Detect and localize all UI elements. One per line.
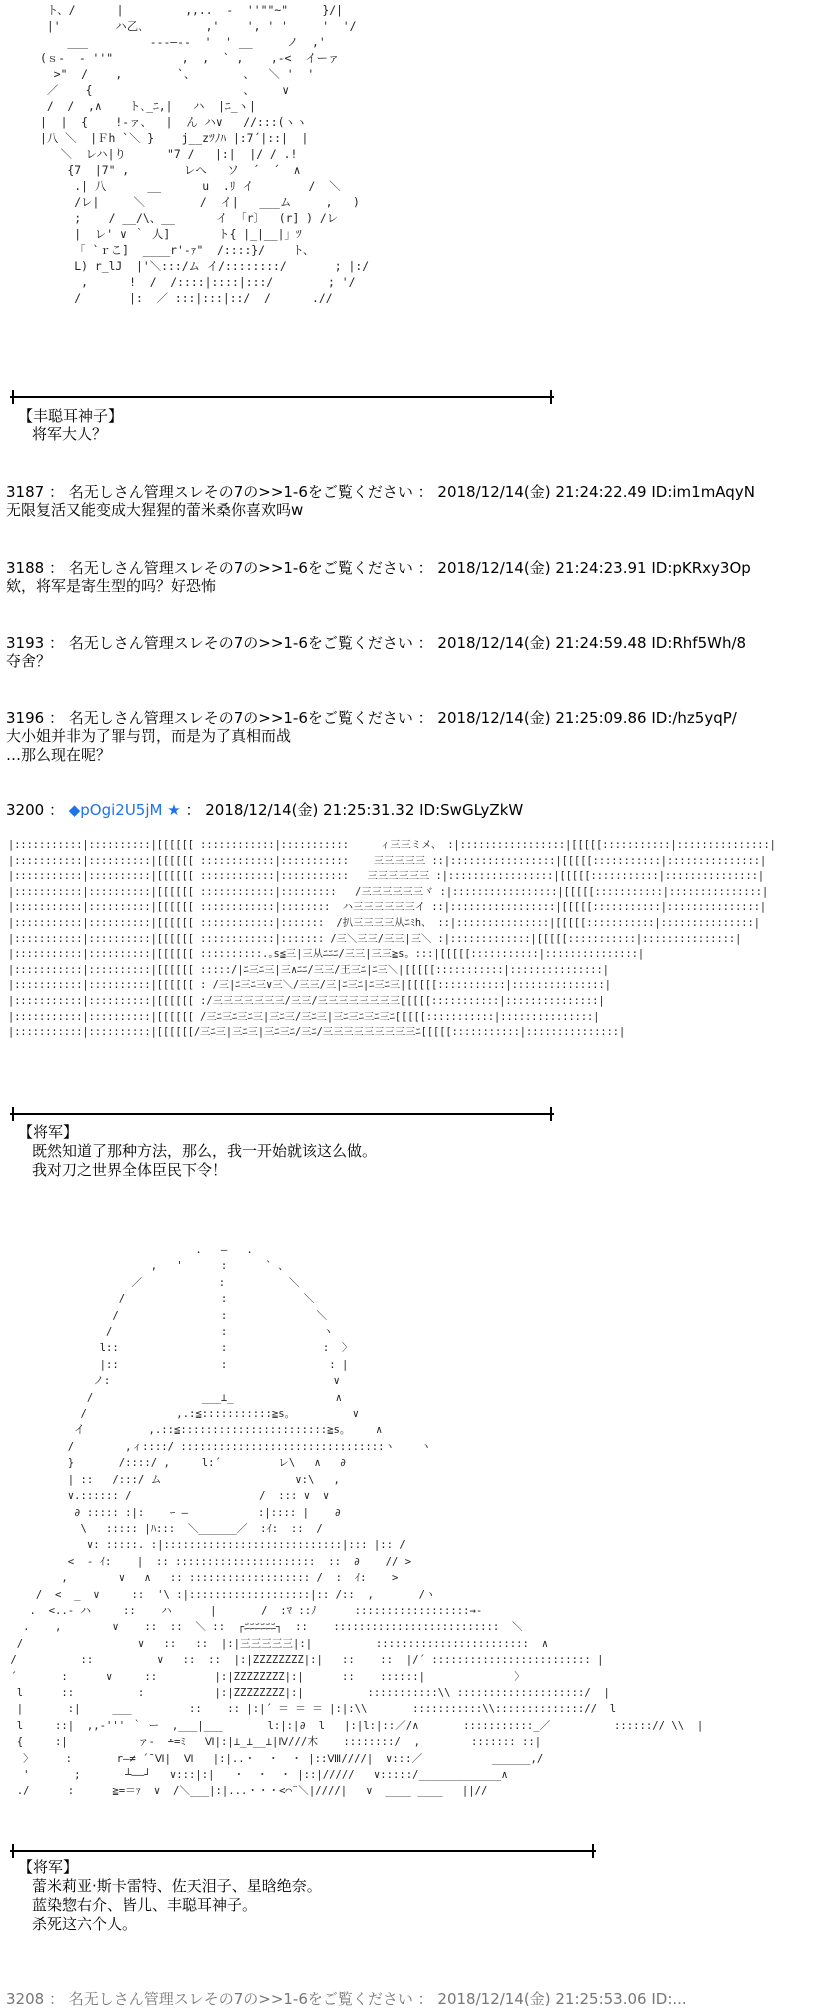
post-header: 3193 ： 名无しさん管理スレその7の>>1-6をご覧ください ： 2018/12/14(金) 21:24:59.48 ID:Rhf5Wh/8 bbox=[6, 634, 747, 652]
divider-rule-2 bbox=[10, 1113, 554, 1115]
divider-mark-3a bbox=[12, 1844, 14, 1858]
divider-mark-3b bbox=[592, 1844, 594, 1858]
divider-mark-2b bbox=[550, 1107, 552, 1121]
divider-rule-3 bbox=[10, 1850, 596, 1852]
post-meta: ： 2018/12/14(金) 21:25:31.32 ID:SwGLyZkW bbox=[180, 801, 524, 819]
ascii-art-bottom: . ― . , ' : ` 、 ／ : ＼ / : ＼ / : ＼ / : ヽ l:: : : 〉 |:: : : | ノ: ∨ / ___⊥_ ∧ / ,.:≦:::::::::::≧s。 ∨ イ ,.::≦:::::::::::::::::::::::≧s。 ∧ / ,ィ::::/ ::::::::::::::::::::::::::::::::ヽ ヽ } /::::/ , l:´ レ\ ∧ ∂ | :: /:::/ ム ∨:\ , ∨.:::::: / / ::: ∨ ∨ ∂ ::::: :|: ｰ ― :|:::: | ∂ \ ::::: |ﾊ::: ＼______／ :ｲ: :: / ∨: :::::. :|::::::::::::::::::::::::::::|::: |:: / < - ｲ: | :: :::::::::::::::::::::: :: ∂ // > , ∨ ∧ :: ::::::::::::::::::: / : ｲ: > / < _ ∨ :: '\ :|:::::::::::::::::::|:: /:: , /ヽ . <..‐ ハ :: ハ | / :ﾏ ::ﾉ ::::::::::::::::::→- . , ∨ :: :: ＼ :: ┌ﾆﾆﾆﾆﾆﾆ┐ :: :::::::::::::::::::::::::: ＼ / ∨ :: :: |:|三三三三三|:| :::::::::::::::::::::::: ∧ / :: ∨ :: :: |:|ZZZZZZZZ|:| :: :: |/´ ::::::::::::::::::::::::: | ´ : ∨ :: |:|ZZZZZZZZ|:| :: ::::::| 〉 l :: : |:|ZZZZZZZZ|:| :::::::::::\\ ::::::::::::::::::::/ | | :| ___ :: :: |:|´ ＝ ＝ ＝ |:|:\\ :::::::::::\\::::::::::::::// l l ::| ,,-''' ｀ ー ,___|___ l:|:|∂ l |:|l:|::／/∧ :::::::::::_／ ::::::// \\ | { :| ァ- ∸=ﾐ Ⅵ|:|⊥_⊥__⊥|Ⅳ///木 ::::::::/ , ::::::: ::| 〉 : r―≠ ´¯Ⅵ| Ⅵ |:|..・ ・ ・ |::Ⅷ////| ∨:::／ ______,/ ' ; ┴――┘ ∨:::|:| ・ ・ ・ |::|///// ∨:::::/_____________∧ ./ : ≧=＝ｧ ∨ /＼___|:|...・・・<⌒¨＼|////| ∨ ____ ____ ||// bbox=[10, 1244, 704, 1798]
post-header: 3188 ： 名无しさん管理スレその7の>>1-6をご覧ください ： 2018/12/14(金) 21:24:23.91 ID:pKRxy3Op bbox=[6, 559, 751, 577]
divider-mark-2a bbox=[12, 1107, 14, 1121]
dialogue-line: 既然知道了那种方法，那么，我一开始就该这么做。 bbox=[32, 1142, 378, 1160]
divider-mark-1a bbox=[12, 390, 14, 404]
post-header-cutoff: 3208 ： 名无しさん管理スレその7の>>1-6をご覧ください ： 2018/12/14(金) 21:25:53.06 ID:... bbox=[6, 1990, 687, 2008]
post-body: 欸，将军是寄生型的吗？好恐怖 bbox=[6, 577, 217, 595]
dialogue-line: 我对刀之世界全体臣民下令！ bbox=[32, 1161, 228, 1179]
dialogue-line: 将军大人？ bbox=[32, 425, 108, 443]
author-trip-link[interactable]: ◆pOgi2U5jM ★ bbox=[68, 801, 181, 819]
speaker-label: 【将军】 bbox=[18, 1858, 79, 1876]
speaker-label: 【将军】 bbox=[18, 1123, 79, 1141]
ascii-art-top: ト、/ | ,,.. - ''""~" }/| |' ハ乙､ ,' ', ' ' ' '/ ___ ‐--―‐- ' ' __ ノ ,' (ｓ‐ - ''" , , ` , ,‐< イーァ >" / , `、 、 ＼ ' ' ／ { 、 ∨ / / ,∧ ト､_ﾆ,| ハ |ﾆ_ヽ| | | { !-ァ、 | ん ハ∨ //:::(ヽヽ |八 ＼ |Ｆh `＼ } j__zﾂﾉﾊ |:7´|::| | ＼ レハ|り "7 / |:| |/ / .! {7 |7" , レへ ソ ´ ´ ∧ .| 八 __ u .ﾘ イ / ＼ /レ| ＼ / イ| ___ム , ) ; / __/\、__ イ ｢r〕 (r] ) /レ | レ' ∨ ｀ 人] ト{ |_|__|」ﾂ 「 `ｒこ] ____r'-ｧ" /::::}/ ト、 L) r_lJ |'＼:::/ム イ/::::::::/ ; |:/ , ! / /::::|::::|:::/ ; '/ / |: ／ :::|:::|::/ / .// bbox=[40, 3, 370, 305]
post-body: …那么现在呢？ bbox=[6, 746, 112, 764]
ascii-art-middle: |:::::::::::|::::::::::|[[[[[[ ::::::::::::|::::::::::: ィ三三ミメ、 :|:::::::::::::::::|[[[[[:::::::::::|:::::::::::::::| |:::::::::::|::::::::::|[[[[[[ ::::::::::::|::::::::::: 三三三三三 ::|:::::::::::::::::|[[[[[:::::::::::|:::::::::::::::| |:::::::::::|::::::::::|[[[[[[ ::::::::::::|::::::::::: 三三三三三三 :|:::::::::::::::::|[[[[[:::::::::::|:::::::::::::::| |:::::::::::|::::::::::|[[[[[[ ::::::::::::|::::::::: /三三三三三三ヾ :|:::::::::::::::::|[[[[[:::::::::::|:::::::::::::::| |:::::::::::|::::::::::|[[[[[[ ::::::::::::|:::::::: ハ三三三三三三イ ::|:::::::::::::::::|[[[[[:::::::::::|:::::::::::::::| |:::::::::::|::::::::::|[[[[[[ ::::::::::::|::::::: /扒三三三三从ﾆﾐh、 ::|:::::::::::::::|[[[[[:::::::::::|:::::::::::::::| |:::::::::::|::::::::::|[[[[[[ ::::::::::::|::::::: /三＼三三/三三|三＼ :|:::::::::::::|[[[[[:::::::::::|:::::::::::::::| |:::::::::::|::::::::::|[[[[[[ ::::::::::.｡s≦三|三从ﾆﾆﾆ/三三|三三≧s。:::|[[[[[:::::::::::|:::::::::::::::| |:::::::::::|::::::::::|[[[[[[ :::::/|ﾆ三ﾆ三|三∧ﾆﾆ/三三/王三ﾆ|ﾆ三＼|[[[[[:::::::::::|:::::::::::::::| |:::::::::::|::::::::::|[[[[[[ : /三|ﾆ三ﾆ三∨三＼/三三/三|ﾆ三ﾆ|ﾆ三ﾆ三|[[[[[:::::::::::|:::::::::::::::| |:::::::::::|::::::::::|[[[[[[ :/三三三三三三三/三三/三三三三三三三三[[[[[:::::::::::|:::::::::::::::| |:::::::::::|::::::::::|[[[[[[ /三ﾆ三ﾆ三ﾆ三|三ﾆ三/三ﾆ三|三ﾆ三ﾆ三ﾆ三ﾆ[[[[[:::::::::::|:::::::::::::::| |:::::::::::|::::::::::|[[[[[[/三ﾆ三|三ﾆ三|三ﾆ三ﾆ/三ﾆ/三三三三三三三三三ﾆ[[[[[:::::::::::|:::::::::::::::| bbox=[8, 839, 776, 1039]
op-post-header bbox=[6, 801, 523, 820]
speaker-label: 【丰聪耳神子】 bbox=[18, 407, 124, 425]
post-body: 大小姐并非为了罪与罚，而是为了真相而战 bbox=[6, 727, 292, 745]
post-header: 3187 ： 名无しさん管理スレその7の>>1-6をご覧ください ： 2018/12/14(金) 21:24:22.49 ID:im1mAqyN bbox=[6, 483, 755, 501]
post-body: 无限复活又能变成大猩猩的蕾米桑你喜欢吗w bbox=[6, 501, 304, 519]
post-header: 3196 ： 名无しさん管理スレその7の>>1-6をご覧ください ： 2018/12/14(金) 21:25:09.86 ID:/hz5yqP/ bbox=[6, 709, 737, 727]
post-body: 夺舍？ bbox=[6, 652, 52, 670]
divider-rule-1 bbox=[10, 396, 554, 398]
dialogue-line: 杀死这六个人。 bbox=[32, 1915, 138, 1933]
post-number: 3200 ： bbox=[6, 801, 69, 819]
dialogue-line: 蓝染惣右介、皆儿、丰聪耳神子。 bbox=[32, 1896, 258, 1914]
divider-mark-1b bbox=[550, 390, 552, 404]
dialogue-line: 蕾米莉亚·斯卡雷特、佐天泪子、星晗绝奈。 bbox=[32, 1877, 322, 1895]
